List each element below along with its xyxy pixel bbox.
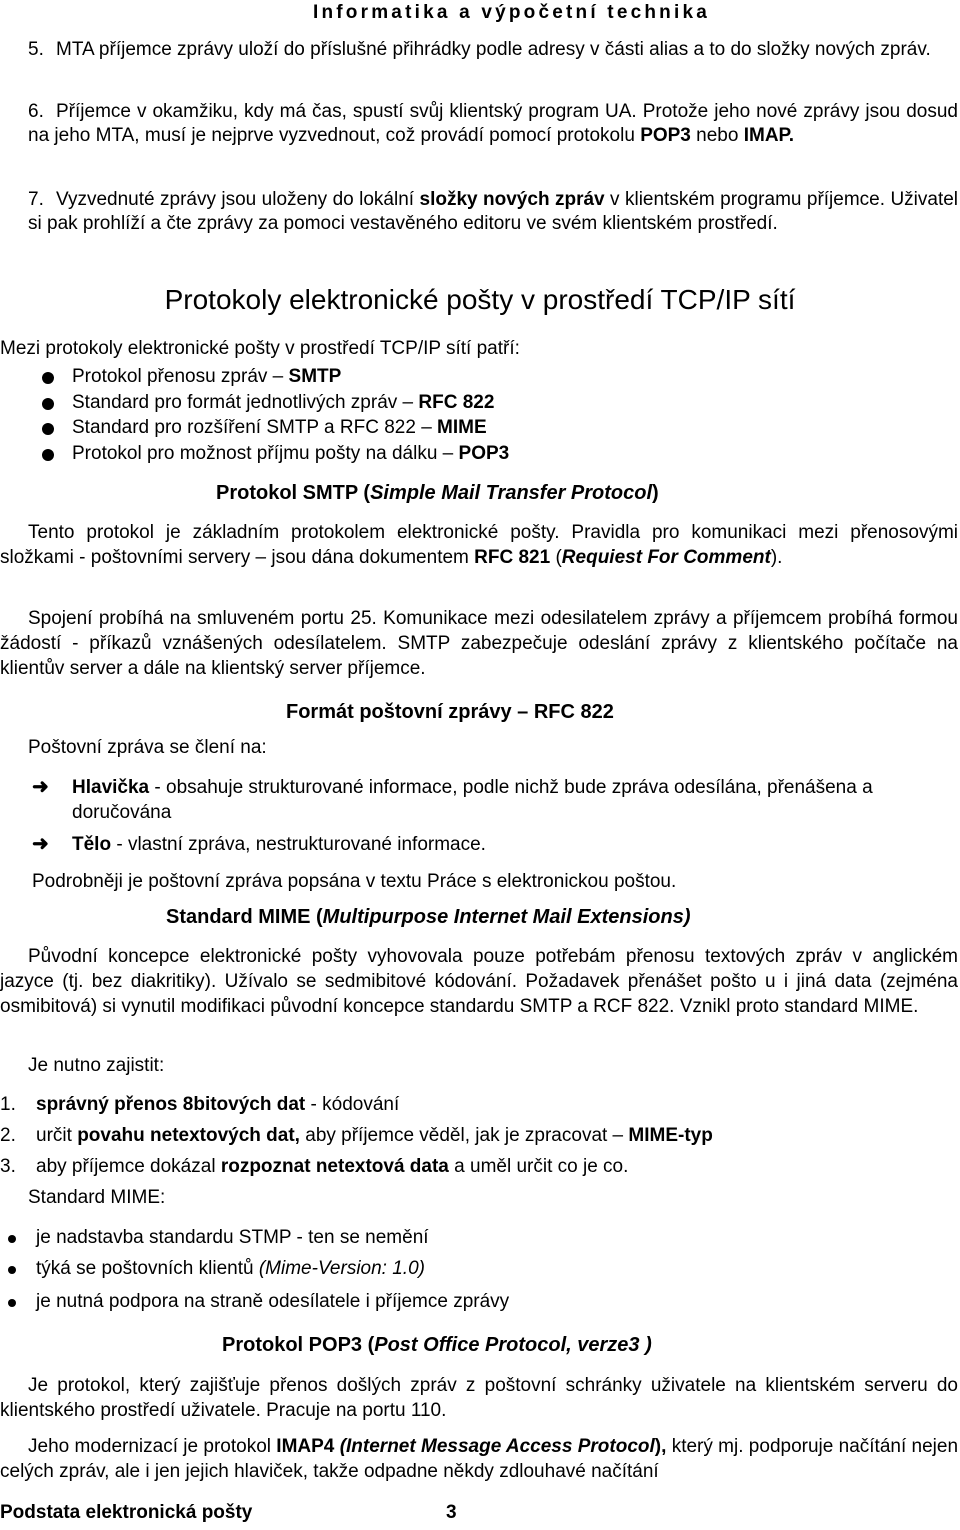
item-text: aby příjemce věděl, jak je zpracovat – — [305, 1125, 624, 1146]
item-bold: správný přenos 8bitových dat — [36, 1094, 306, 1115]
page-number: 3 — [446, 1502, 457, 1523]
item-italic: (Mime-Version: 1.0) — [258, 1258, 425, 1279]
footer-title: Podstata elektronická pošty — [0, 1502, 253, 1523]
running-header: Informatika a výpočetní technika — [313, 2, 710, 23]
paragraph-bold-italic: Requiest For Comment — [561, 547, 771, 568]
arrow-right-icon: ➜ — [32, 776, 49, 798]
smtp-paragraph-1 — [0, 520, 958, 570]
paragraph-bold: ), — [654, 1436, 667, 1457]
item-text: aby příjemce dokázal — [36, 1156, 216, 1177]
heading-part: Simple Mail Transfer Protocol — [370, 482, 653, 504]
numbered-item-3 — [0, 1156, 628, 1178]
mime-heading — [166, 906, 690, 929]
item-bold: SMTP — [288, 366, 342, 387]
paragraph-text: Tento protokol je základním protokolem elektronické pošty. Pravidla pro komunikaci mezi přenosovými složkami - poštovními servery – jsou dána dokumentem — [0, 522, 958, 568]
item-text: Standard pro rozšíření SMTP a RFC 822 – — [72, 417, 432, 438]
item-text: - kódování — [310, 1094, 400, 1115]
bullet-icon — [42, 423, 54, 435]
heading-part: Protokol SMTP ( — [216, 482, 371, 504]
mime-standard-label: Standard MIME: — [28, 1187, 166, 1208]
numbered-item-1 — [0, 1094, 399, 1116]
list-item-hlavicka — [32, 775, 958, 825]
item-text: Protokol přenosu zpráv – — [72, 366, 284, 387]
step-bold: složky nových zpráv — [419, 189, 605, 210]
step-5 — [28, 38, 958, 62]
item-text: Protokol pro možnost příjmu pošty na dálku – — [72, 443, 454, 464]
step-text: v klientském programu příjemce. Uživatel si pak prohlíží a čte zprávy za pomoci vestavěného editoru ve svém klientském prostředí. — [28, 189, 959, 234]
item-bold: rozpoznat netextová data — [220, 1156, 449, 1177]
item-text: určit — [36, 1125, 72, 1146]
heading-part: Protokol POP3 ( — [222, 1334, 375, 1356]
bullet-icon — [42, 372, 54, 384]
item-bold: Hlavička — [72, 777, 150, 798]
bullet-icon — [8, 1299, 16, 1307]
bullet-icon — [42, 449, 54, 461]
item-text: - obsahuje strukturované informace, podle nichž bude zpráva odesílána, přenášena a doručována — [72, 777, 873, 823]
item-bold: POP3 — [458, 443, 510, 464]
paragraph-text: který mj. podporuje načítání nejen celých zpráv, ale i jen jejich hlaviček, takže odpadne někdy zdlouhavé načítání — [0, 1436, 959, 1482]
item-text: je nutná podpora na straně odesílatele i příjemce zprávy — [36, 1291, 510, 1312]
item-bold: MIME-typ — [628, 1125, 713, 1146]
bullet-icon — [8, 1235, 16, 1243]
mime-bullet-3 — [36, 1291, 509, 1313]
item-number: 2. — [0, 1125, 16, 1146]
paragraph-bold-italic: (Internet Message Access Protocol — [339, 1436, 655, 1457]
rfc822-heading: Formát poštovní zprávy – RFC 822 — [286, 701, 614, 723]
list-item — [72, 443, 509, 465]
step-text: nebo — [696, 125, 739, 146]
heading-part: Post Office Protocol, verze3 ) — [374, 1334, 652, 1356]
item-text: Standard pro formát jednotlivých zpráv – — [72, 392, 414, 413]
paragraph-bold: IMAP4 — [276, 1436, 335, 1457]
paragraph-text: Jeho modernizací je protokol — [28, 1436, 271, 1457]
step-bold: IMAP. — [743, 125, 795, 146]
item-bold: RFC 822 — [418, 392, 495, 413]
mime-bullet-2 — [36, 1258, 425, 1280]
list-item — [72, 366, 341, 388]
list-item — [72, 392, 494, 414]
mime-bullet-1 — [36, 1227, 429, 1249]
item-bold: Tělo — [72, 834, 112, 855]
step-number: 5. — [28, 39, 44, 60]
item-bold: povahu netextových dat, — [77, 1125, 300, 1146]
list-item-telo — [32, 832, 486, 857]
pop3-heading — [222, 1334, 652, 1357]
pop3-paragraph-2 — [0, 1434, 958, 1484]
step-text: MTA příjemce zprávy uloží do příslušné přihrádky podle adresy v části alias a to do složky nových zpráv. — [56, 39, 931, 60]
heading-part: ) — [652, 482, 659, 504]
step-text: Příjemce v okamžiku, kdy má čas, spustí svůj klientský program UA. Protože jeho nové zprávy jsou dosud na jeho MTA, musí je nejprve vyzvednout, což provádí pomocí protokolu — [28, 101, 958, 146]
section-title: Protokoly elektronické pošty v prostředí TCP/IP sítí — [164, 284, 796, 315]
item-text: týká se poštovních klientů — [36, 1258, 254, 1279]
paragraph-text: Původní koncepce elektronické pošty vyhovovala pouze potřebám přenosu textových zpráv v anglickém jazyce (tj. bez diakritiky). Užívalo se sedmibitové kódování. Požadavek přenášet pošto u i jiná data (zejména osmibitová) si vynutil modifikaci původní koncepce standardu SMTP a RCF 822. Vznikl proto standard MIME. — [0, 946, 958, 1017]
mime-need: Je nutno zajistit: — [28, 1055, 165, 1076]
item-text: - vlastní zpráva, nestrukturované informace. — [116, 834, 486, 855]
numbered-item-2 — [0, 1125, 713, 1147]
bullet-icon — [42, 398, 54, 410]
rfc822-note: Podrobněji je poštovní zpráva popsána v textu Práce s elektronickou poštou. — [32, 871, 677, 892]
intro-text: Mezi protokoly elektronické pošty v prostředí TCP/IP sítí patří: — [0, 338, 520, 359]
pop3-paragraph-1 — [0, 1373, 958, 1423]
item-number: 1. — [0, 1094, 16, 1115]
item-text: je nadstavba standardu STMP - ten se nemění — [36, 1227, 429, 1248]
smtp-paragraph-2 — [0, 606, 958, 681]
step-7 — [28, 188, 958, 236]
paragraph-bold: RFC 821 — [474, 547, 551, 568]
step-text: Vyzvednuté zprávy jsou uloženy do lokální — [56, 189, 415, 210]
arrow-right-icon: ➜ — [32, 833, 49, 855]
step-number: 7. — [28, 189, 44, 210]
paragraph-text: ( — [555, 547, 562, 568]
paragraph-text: Spojení probíhá na smluveném portu 25. Komunikace mezi odesilatelem zprávy a příjemcem probíhá formou žádostí - příkazů vznášených odesílatelem. SMTP zabezpečuje odeslání zprávy z klientského počítače na klientův server a dále na klientský server příjemce. — [0, 608, 958, 679]
step-6 — [28, 100, 958, 148]
mime-paragraph — [0, 944, 958, 1019]
paragraph-text: ). — [770, 547, 783, 568]
smtp-heading — [216, 482, 659, 505]
item-text: a uměl určit co je co. — [454, 1156, 629, 1177]
list-item — [72, 417, 487, 439]
paragraph-text: Je protokol, který zajišťuje přenos došlých zpráv z poštovní schránky uživatele na klientském serveru do klientského prostředí uživatele. Pracuje na portu 110. — [0, 1375, 958, 1421]
rfc822-lead: Poštovní zpráva se člení na: — [28, 737, 267, 758]
step-bold: POP3 — [640, 125, 691, 146]
item-bold: MIME — [437, 417, 487, 438]
heading-part: Multipurpose Internet Mail Extensions) — [322, 906, 691, 928]
item-number: 3. — [0, 1156, 16, 1177]
heading-part: Standard MIME ( — [166, 906, 323, 928]
step-number: 6. — [28, 101, 44, 122]
bullet-icon — [8, 1266, 16, 1274]
